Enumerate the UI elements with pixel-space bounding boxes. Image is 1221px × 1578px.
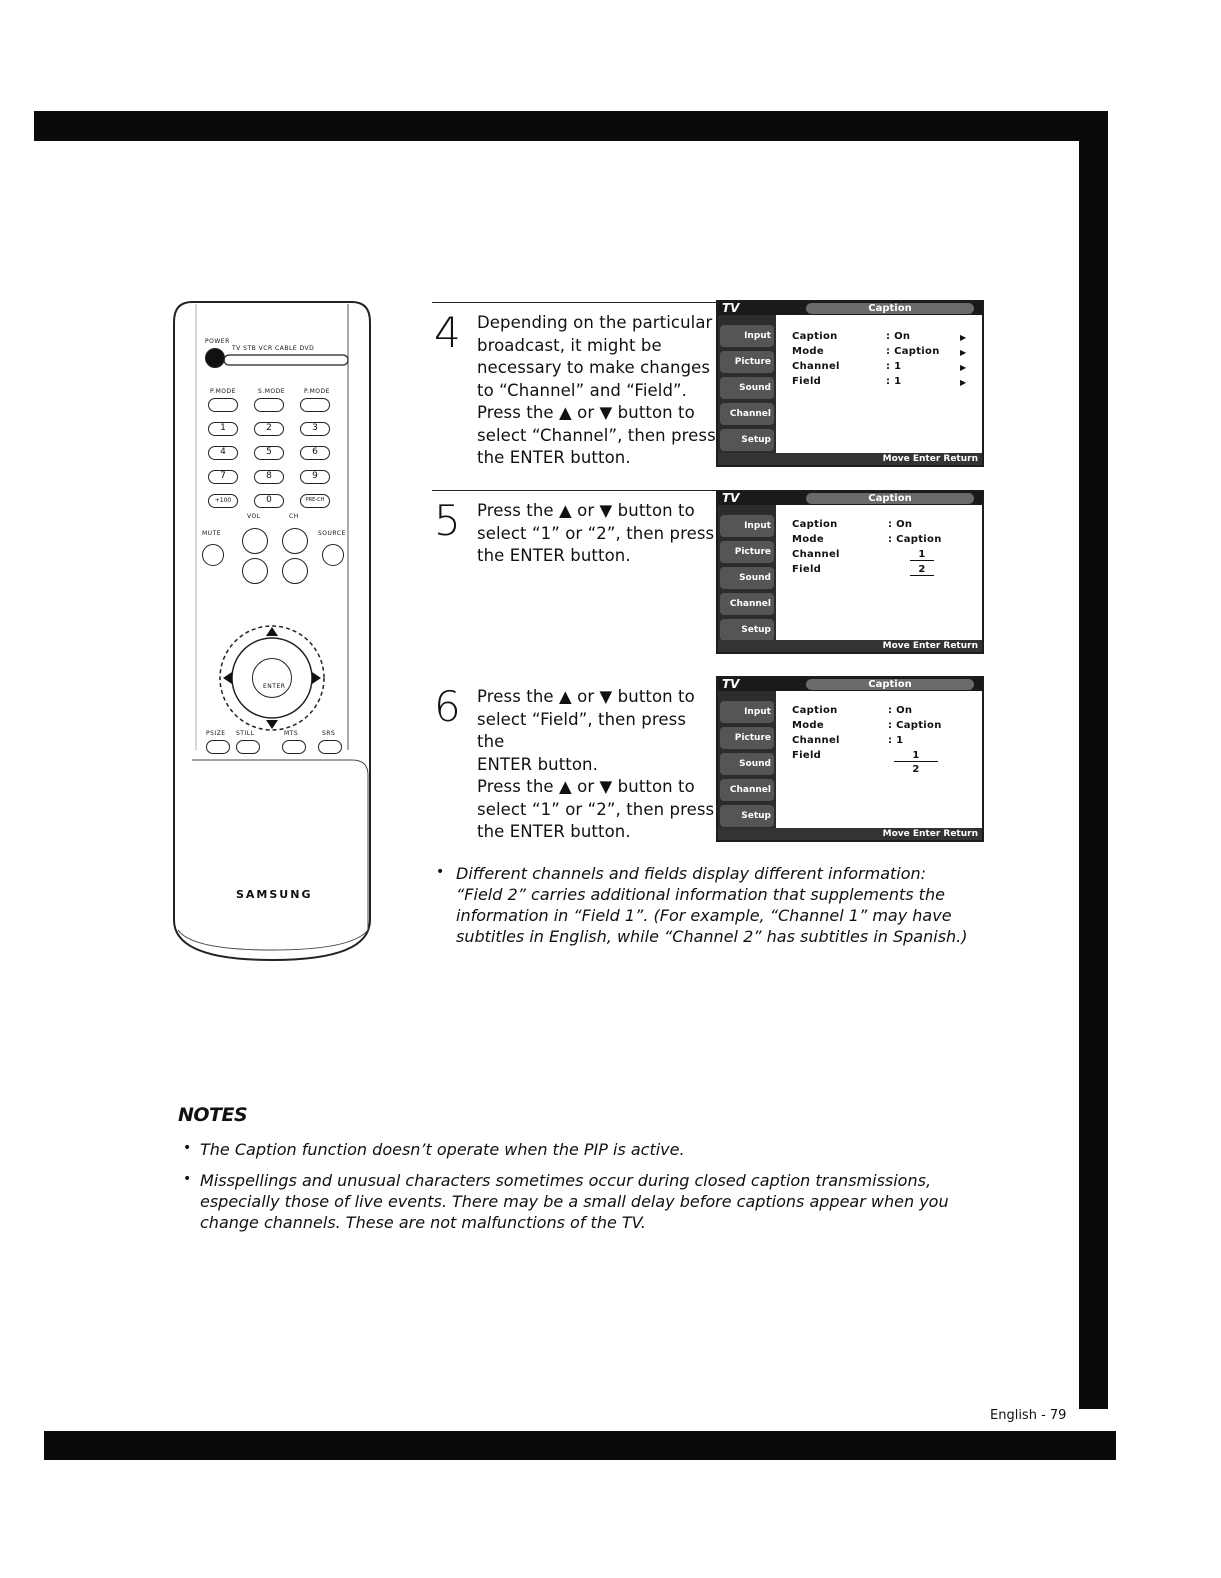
pmode-label: P.MODE	[210, 388, 236, 395]
step-divider	[432, 490, 717, 491]
step-5	[432, 490, 717, 640]
digit-4-button[interactable]: 4	[208, 446, 238, 460]
mts-label: MTS	[284, 730, 299, 737]
pmode2-label: P.MODE	[304, 388, 330, 395]
vol-up-button[interactable]	[242, 528, 268, 554]
menu-item-input: Input	[720, 325, 774, 347]
right-bar	[1079, 111, 1108, 1409]
prech-button[interactable]: PRE-CH	[300, 494, 330, 508]
osd-title-bar	[718, 302, 982, 315]
psize-button[interactable]	[206, 740, 230, 754]
note-line: Different channels and fields display different information:	[456, 864, 927, 883]
step-line: necessary to make changes	[477, 358, 711, 377]
tv-logo: TV	[722, 301, 740, 315]
digit-2-button[interactable]: 2	[254, 422, 284, 436]
osd-screenshot	[716, 300, 984, 467]
menu-item-channel: Channel	[720, 593, 774, 615]
menu-item-picture: Picture	[720, 541, 774, 563]
step-text	[477, 686, 717, 844]
note-line: Misspellings and unusual characters sometimes occur during closed caption transmissions,	[200, 1171, 932, 1190]
right-arrow-icon: ▶	[960, 333, 967, 342]
plus100-button[interactable]: +100	[208, 494, 238, 508]
ch-up-button[interactable]	[282, 528, 308, 554]
osd-menu	[718, 315, 776, 453]
osd-label: Mode	[792, 346, 824, 357]
srs-label: SRS	[322, 730, 336, 737]
osd-label: Caption	[792, 705, 838, 716]
source-button[interactable]	[322, 544, 344, 566]
notes-item	[200, 1139, 685, 1160]
menu-item-channel: Channel	[720, 403, 774, 425]
osd-value: 1	[894, 750, 938, 762]
note-line: subtitles in English, while “Channel 2” has subtitles in Spanish.)	[456, 927, 968, 946]
osd-footer-text: Move Enter Return	[882, 454, 978, 464]
osd-menu	[718, 505, 776, 640]
bullet-icon: •	[183, 1171, 192, 1187]
step-line: select “Field”, then press the	[477, 709, 687, 751]
osd-title-bar	[718, 492, 982, 505]
osd-value: : Caption	[886, 346, 940, 357]
step-line: Press the ▲ or ▼ button to	[477, 501, 695, 520]
menu-item-input: Input	[720, 515, 774, 537]
menu-item-setup: Setup	[720, 619, 774, 641]
osd-menu	[718, 691, 776, 828]
osd-value: : On	[888, 705, 913, 716]
osd-value: : Caption	[888, 534, 942, 545]
notes-heading: NOTES	[178, 1104, 248, 1126]
osd-label: Field	[792, 376, 822, 387]
menu-item-input: Input	[720, 701, 774, 723]
enter-button[interactable]	[252, 658, 292, 698]
step-number: 4	[434, 308, 461, 357]
osd-footer-text: Move Enter Return	[882, 641, 978, 651]
osd-label: Channel	[792, 735, 840, 746]
mute-button[interactable]	[202, 544, 224, 566]
menu-item-setup: Setup	[720, 429, 774, 451]
step-line: to “Channel” and “Field”.	[477, 380, 688, 400]
ch-label: CH	[289, 513, 299, 520]
osd-footer-text: Move Enter Return	[882, 829, 978, 839]
osd-label: Field	[792, 564, 822, 575]
osd-value: : Caption	[888, 720, 942, 731]
osd-label: Caption	[792, 519, 838, 530]
bottom-bar	[44, 1431, 1116, 1460]
digit-7-button[interactable]: 7	[208, 470, 238, 484]
step-line: the ENTER button.	[477, 546, 631, 565]
right-arrow-icon: ▶	[960, 378, 967, 387]
notes-item	[200, 1170, 949, 1233]
osd-label: Field	[792, 750, 822, 761]
osd-title-bar	[718, 678, 982, 691]
step-line: select “1” or “2”, then press	[477, 523, 715, 543]
right-arrow-icon: ▶	[960, 348, 967, 357]
info-note	[456, 863, 968, 947]
osd-value: : 1	[886, 376, 902, 387]
osd-footer	[718, 640, 982, 652]
psize-label: PSIZE	[206, 730, 226, 737]
menu-item-sound: Sound	[720, 377, 774, 399]
osd-title: Caption	[806, 303, 974, 314]
osd-label: Channel	[792, 549, 840, 560]
step-line: Press the ▲ or ▼ button to	[477, 403, 695, 422]
note-line: especially those of live events. There may be a small delay before captions appear when you	[200, 1192, 949, 1211]
osd-value: : 1	[888, 735, 904, 746]
tv-logo: TV	[722, 677, 740, 691]
step-text	[477, 312, 716, 470]
power-label: POWER	[205, 338, 230, 345]
still-label: STILL	[236, 730, 255, 737]
note-line: change channels. These are not malfunctions of the TV.	[200, 1213, 646, 1232]
remote-brand: SAMSUNG	[236, 888, 313, 901]
digit-5-button[interactable]: 5	[254, 446, 284, 460]
step-line: select “1” or “2”, then press	[477, 799, 715, 819]
osd-value: 2	[910, 564, 934, 576]
step-line: broadcast, it might be	[477, 335, 662, 355]
osd-value: : On	[886, 331, 911, 342]
step-line: ENTER button.	[477, 754, 598, 774]
menu-item-setup: Setup	[720, 805, 774, 827]
step-text	[477, 500, 714, 568]
step-divider	[432, 302, 717, 303]
menu-item-sound: Sound	[720, 753, 774, 775]
menu-item-sound: Sound	[720, 567, 774, 589]
step-line: select “Channel”, then press	[477, 425, 716, 445]
srs-button[interactable]	[318, 740, 342, 754]
note-line: The Caption function doesn’t operate when the PIP is active.	[200, 1140, 685, 1159]
step-number: 6	[434, 682, 461, 731]
enter-label: ENTER	[263, 683, 286, 690]
step-line: Press the ▲ or ▼ button to	[477, 687, 695, 706]
osd-footer	[718, 453, 982, 465]
still-button[interactable]	[236, 740, 260, 754]
right-arrow-icon: ▶	[960, 363, 967, 372]
pmode2-button[interactable]	[300, 398, 330, 412]
osd-label: Mode	[792, 720, 824, 731]
osd-footer	[718, 828, 982, 840]
digit-9-button[interactable]: 9	[300, 470, 330, 484]
digit-8-button[interactable]: 8	[254, 470, 284, 484]
note-line: information in “Field 1”. (For example, “Channel 1” may have	[456, 906, 952, 925]
osd-value: : 1	[886, 361, 902, 372]
note-line: “Field 2” carries additional information that supplements the	[456, 885, 945, 904]
step-line: Press the ▲ or ▼ button to	[477, 777, 695, 796]
source-label: SOURCE	[318, 530, 346, 537]
bullet-icon: •	[436, 864, 445, 880]
ch-down-button[interactable]	[282, 558, 308, 584]
tv-logo: TV	[722, 491, 740, 505]
digit-0-button[interactable]: 0	[254, 494, 284, 508]
mute-label: MUTE	[202, 530, 222, 537]
menu-item-picture: Picture	[720, 727, 774, 749]
osd-value: : On	[888, 519, 913, 530]
osd-label: Caption	[792, 331, 838, 342]
page-number: English - 79	[990, 1408, 1067, 1423]
vol-label: VOL	[247, 513, 261, 520]
smode-button[interactable]	[254, 398, 284, 412]
mts-button[interactable]	[282, 740, 306, 754]
digit-1-button[interactable]: 1	[208, 422, 238, 436]
digit-3-button[interactable]: 3	[300, 422, 330, 436]
top-bar	[34, 111, 1108, 141]
osd-screenshot	[716, 676, 984, 842]
osd-label: Channel	[792, 361, 840, 372]
bullet-icon: •	[183, 1140, 192, 1156]
osd-value: 2	[912, 764, 920, 775]
power-button[interactable]	[205, 348, 225, 368]
digit-6-button[interactable]: 6	[300, 446, 330, 460]
step-line: Depending on the particular	[477, 313, 713, 332]
osd-value: 1	[910, 549, 934, 561]
osd-title: Caption	[806, 679, 974, 690]
step-6	[432, 676, 717, 841]
pmode-button[interactable]	[208, 398, 238, 412]
vol-down-button[interactable]	[242, 558, 268, 584]
osd-title: Caption	[806, 493, 974, 504]
osd-label: Mode	[792, 534, 824, 545]
step-line: the ENTER button.	[477, 822, 631, 841]
remote-control	[172, 300, 372, 960]
step-number: 5	[434, 496, 461, 545]
menu-item-picture: Picture	[720, 351, 774, 373]
osd-screenshot	[716, 490, 984, 654]
menu-item-channel: Channel	[720, 779, 774, 801]
mode-labels: TV STB VCR CABLE DVD	[232, 345, 315, 352]
smode-label: S.MODE	[258, 388, 286, 395]
step-line: the ENTER button.	[477, 448, 631, 467]
step-4	[432, 302, 717, 472]
